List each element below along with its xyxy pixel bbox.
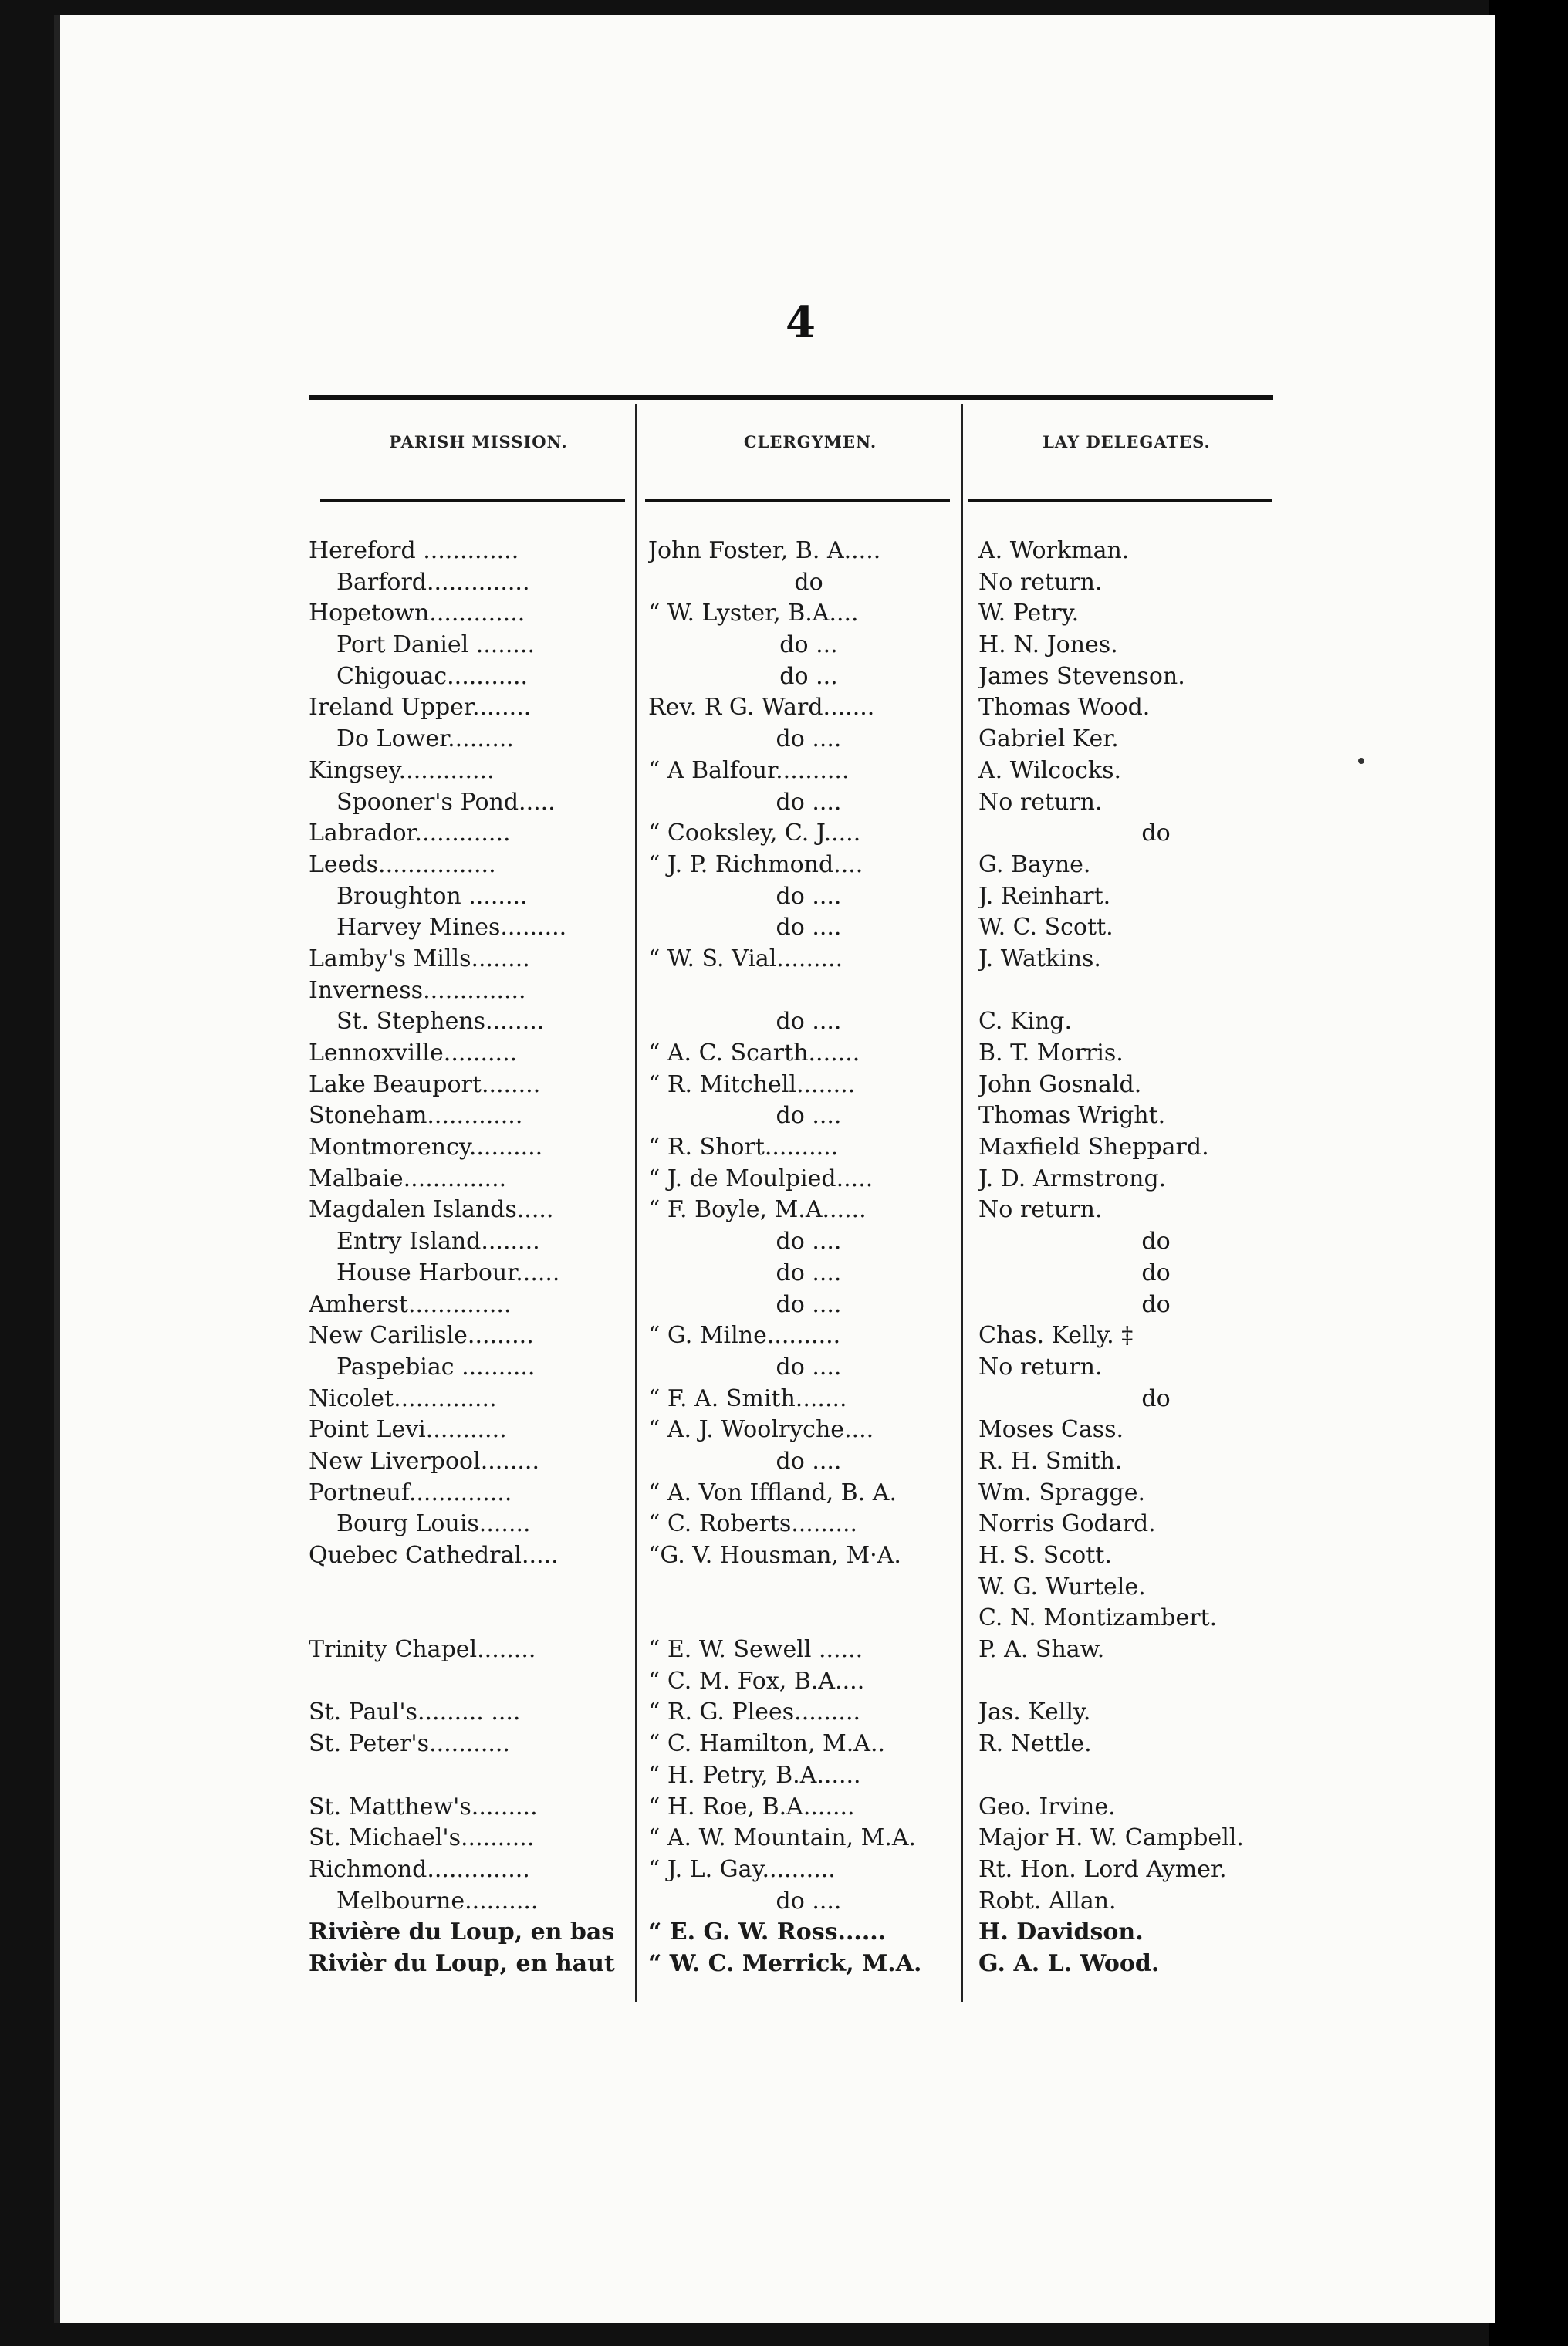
lay-cell: do [1141, 820, 1171, 847]
lay-cell: P. A. Shaw. [978, 1636, 1105, 1664]
parish-cell: St. Peter's........... [309, 1730, 510, 1758]
table-row [309, 1603, 1327, 1634]
clergy-cell: do .... [776, 1353, 842, 1381]
clergy-cell: “ E. G. W. Ross...... [648, 1918, 887, 1946]
table-row [309, 1540, 1327, 1572]
table-row [309, 1697, 1327, 1729]
lay-cell: Gabriel Ker. [978, 725, 1119, 753]
parish-cell: St. Paul's......... .... [309, 1699, 521, 1726]
lay-cell: B. T. Morris. [978, 1039, 1124, 1067]
table-row [309, 661, 1327, 693]
table-row [309, 1415, 1327, 1446]
clergy-cell: “ A. C. Scarth....... [648, 1039, 860, 1067]
lay-cell: do [1141, 1290, 1171, 1318]
lay-cell: C. N. Montizambert. [978, 1604, 1218, 1632]
parish-cell: Montmorency.......... [309, 1134, 543, 1161]
table-row [309, 756, 1327, 787]
clergy-cell: “ H. Roe, B.A....... [648, 1793, 855, 1820]
lay-cell: do [1141, 1259, 1171, 1286]
table-row [309, 1949, 1327, 1980]
lay-cell: do [1141, 1228, 1171, 1256]
table-row [309, 536, 1327, 567]
parish-cell: Lake Beauport........ [309, 1070, 541, 1098]
clergy-cell: “ A. Von Iffland, B. A. [648, 1479, 897, 1506]
lay-cell: Robt. Allan. [978, 1887, 1117, 1915]
lay-cell: No return. [978, 1196, 1103, 1224]
clergy-cell: “ C. Roberts......... [648, 1510, 858, 1538]
lay-cell: No return. [978, 788, 1103, 816]
lay-cell: J. D. Armstrong. [978, 1165, 1167, 1192]
parish-cell: New Liverpool........ [309, 1447, 539, 1475]
table-row [309, 1917, 1327, 1949]
clergy-cell: John Foster, B. A..... [648, 537, 881, 564]
clergy-cell: do .... [776, 882, 842, 910]
table-row [309, 787, 1327, 819]
lay-cell: H. N. Jones. [978, 631, 1118, 659]
lay-cell: A. Wilcocks. [978, 756, 1122, 784]
clergy-cell: do .... [776, 1259, 842, 1286]
parish-cell: Hopetown............. [309, 600, 525, 627]
table-row [309, 1258, 1327, 1290]
table-row [309, 912, 1327, 944]
parish-cell: Bourg Louis....... [336, 1510, 531, 1538]
table-row [309, 818, 1327, 850]
parish-cell: House Harbour...... [336, 1259, 560, 1286]
table-row [309, 1634, 1327, 1666]
clergy-cell: do .... [776, 1102, 842, 1130]
clergy-cell: do [794, 568, 823, 596]
page-number: 4 [786, 297, 816, 348]
header-clergymen: CLERGYMEN. [743, 432, 877, 451]
clergy-cell: “ G. Milne.......... [648, 1322, 841, 1350]
parish-cell: Nicolet.............. [309, 1384, 497, 1412]
parish-cell: Rivière du Loup, en bas [309, 1918, 615, 1946]
parish-cell: Quebec Cathedral..... [309, 1542, 559, 1569]
clergy-cell: do .... [776, 725, 842, 753]
clergy-cell: do .... [776, 914, 842, 941]
table-row [309, 1320, 1327, 1352]
clergy-cell: “ F. A. Smith....... [648, 1384, 847, 1412]
parish-cell: Ireland Upper........ [309, 694, 532, 722]
parish-cell: Hereford ............. [309, 537, 519, 564]
lay-cell: James Stevenson. [978, 662, 1185, 690]
lay-cell: Moses Cass. [978, 1416, 1124, 1444]
top-rule [309, 395, 1273, 400]
table-row [309, 1666, 1327, 1698]
parish-cell: Do Lower......... [336, 725, 514, 753]
parish-cell: Spooner's Pond..... [336, 788, 556, 816]
clergy-cell: “ F. Boyle, M.A...... [648, 1196, 867, 1224]
table-row [309, 1352, 1327, 1384]
table-row [309, 1384, 1327, 1415]
lay-cell: Chas. Kelly. ‡ [978, 1322, 1134, 1350]
lay-cell: W. Petry. [978, 600, 1080, 627]
parish-cell: Leeds................ [309, 850, 496, 878]
lay-cell: Norris Godard. [978, 1510, 1156, 1538]
table-row [309, 1070, 1327, 1101]
parish-cell: Stoneham............. [309, 1102, 523, 1130]
parish-cell: Magdalen Islands..... [309, 1196, 554, 1224]
clergy-cell: “ Cooksley, C. J..... [648, 820, 861, 847]
lay-cell: Jas. Kelly. [978, 1699, 1091, 1726]
clergy-cell: “ W. S. Vial......... [648, 945, 843, 972]
parish-cell: Broughton ........ [336, 882, 528, 910]
table-row [309, 1164, 1327, 1195]
header-lay-delegates: LAY DELEGATES. [1043, 432, 1211, 451]
table-row [309, 724, 1327, 756]
parish-cell: Lamby's Mills........ [309, 945, 530, 972]
header-underline-clergy [645, 499, 950, 502]
parish-cell: Barford.............. [336, 568, 530, 596]
parish-cell: New Carilisle......... [309, 1322, 534, 1350]
clergy-cell: “ E. W. Sewell ...... [648, 1636, 863, 1664]
lay-cell: John Gosnald. [978, 1070, 1142, 1098]
lay-cell: G. A. L. Wood. [978, 1949, 1160, 1977]
parish-cell: St. Michael's.......... [309, 1824, 535, 1852]
table-row [309, 1290, 1327, 1321]
lay-cell: J. Reinhart. [978, 882, 1111, 910]
clergy-cell: “ C. Hamilton, M.A.. [648, 1730, 886, 1758]
table-row [309, 1760, 1327, 1792]
clergy-cell: do .... [776, 1447, 842, 1475]
table-row [309, 1038, 1327, 1070]
table-row [309, 975, 1327, 1007]
lay-cell: H. S. Scott. [978, 1542, 1112, 1569]
header-parish-mission: PARISH MISSION. [389, 432, 568, 451]
table-row [309, 567, 1327, 599]
clergy-cell: Rev. R G. Ward....... [648, 694, 875, 722]
table-row [309, 944, 1327, 975]
parish-cell: Rivièr du Loup, en haut [309, 1949, 615, 1977]
lay-cell: No return. [978, 568, 1103, 596]
lay-cell: G. Bayne. [978, 850, 1091, 878]
table-row [309, 881, 1327, 913]
parish-cell: Portneuf.............. [309, 1479, 512, 1506]
clergy-cell: “ J. de Moulpied..... [648, 1165, 874, 1192]
clergy-cell: “ J. L. Gay.......... [648, 1855, 836, 1883]
table-row [309, 598, 1327, 630]
parish-cell: Lennoxville.......... [309, 1039, 518, 1067]
clergy-cell: do .... [776, 1228, 842, 1256]
table-row [309, 1226, 1327, 1258]
parish-cell: Entry Island........ [336, 1228, 540, 1256]
header-underline-lay [968, 499, 1272, 502]
lay-cell: Rt. Hon. Lord Aymer. [978, 1855, 1227, 1883]
table-row [309, 1854, 1327, 1886]
table-row [309, 850, 1327, 881]
lay-cell: Thomas Wright. [978, 1102, 1166, 1130]
clergy-cell: “ W. C. Merrick, M.A. [648, 1949, 922, 1977]
parish-cell: Point Levi........... [309, 1416, 507, 1444]
clergy-cell: “ A. J. Woolryche.... [648, 1416, 874, 1444]
table-row [309, 1132, 1327, 1164]
lay-cell: do [1141, 1384, 1171, 1412]
parish-cell: Amherst.............. [309, 1290, 512, 1318]
parish-cell: Trinity Chapel........ [309, 1636, 536, 1664]
lay-cell: Geo. Irvine. [978, 1793, 1116, 1820]
table-row [309, 1478, 1327, 1509]
parish-cell: Labrador............. [309, 820, 511, 847]
parish-cell: Port Daniel ........ [336, 631, 535, 659]
table-row [309, 630, 1327, 661]
lay-cell: Thomas Wood. [978, 694, 1151, 722]
lay-cell: R. H. Smith. [978, 1447, 1123, 1475]
margin-dot [1358, 758, 1364, 764]
table-row [309, 1792, 1327, 1824]
clergy-cell: “ J. P. Richmond.... [648, 850, 863, 878]
clergy-cell: “G. V. Housman, M·A. [648, 1542, 901, 1569]
lay-cell: No return. [978, 1353, 1103, 1381]
parish-cell: Chigouac........... [336, 662, 529, 690]
lay-cell: H. Davidson. [978, 1918, 1144, 1946]
table-row [309, 692, 1327, 724]
clergy-cell: “ W. Lyster, B.A.... [648, 600, 859, 627]
clergy-cell: “ A. W. Mountain, M.A. [648, 1824, 917, 1852]
clergy-cell: do ... [779, 662, 838, 690]
table-row [309, 1729, 1327, 1760]
lay-cell: Maxfield Sheppard. [978, 1134, 1209, 1161]
parish-cell: Harvey Mines......... [336, 914, 567, 941]
lay-cell: C. King. [978, 1008, 1073, 1036]
clergy-cell: do .... [776, 788, 842, 816]
clergy-cell: “ A Balfour.......... [648, 756, 850, 784]
delegates-table [309, 536, 1327, 1980]
clergy-cell: “ R. G. Plees......... [648, 1699, 861, 1726]
parish-cell: Inverness.............. [309, 976, 526, 1004]
lay-cell: W. G. Wurtele. [978, 1573, 1146, 1601]
table-row [309, 1446, 1327, 1478]
clergy-cell: do .... [776, 1887, 842, 1915]
clergy-cell: do .... [776, 1008, 842, 1036]
parish-cell: Malbaie.............. [309, 1165, 507, 1192]
lay-cell: Major H. W. Campbell. [978, 1824, 1244, 1852]
parish-cell: Paspebiac .......... [336, 1353, 536, 1381]
lay-cell: R. Nettle. [978, 1730, 1092, 1758]
table-row [309, 1823, 1327, 1854]
header-underline-parish [320, 499, 625, 502]
clergy-cell: do .... [776, 1290, 842, 1318]
clergy-cell: “ R. Short.......... [648, 1134, 839, 1161]
parish-cell: Richmond.............. [309, 1855, 530, 1883]
table-row [309, 1195, 1327, 1226]
lay-cell: A. Workman. [978, 537, 1130, 564]
clergy-cell: “ H. Petry, B.A...... [648, 1761, 861, 1789]
table-row [309, 1886, 1327, 1918]
parish-cell: Melbourne.......... [336, 1887, 539, 1915]
scan-edge [1489, 0, 1568, 2346]
lay-cell: W. C. Scott. [978, 914, 1113, 941]
lay-cell: J. Watkins. [978, 945, 1101, 972]
table-row [309, 1572, 1327, 1604]
table-row [309, 1509, 1327, 1540]
parish-cell: St. Stephens........ [336, 1008, 545, 1036]
clergy-cell: “ C. M. Fox, B.A.... [648, 1667, 865, 1695]
parish-cell: St. Matthew's......... [309, 1793, 538, 1820]
clergy-cell: do ... [779, 631, 838, 659]
table-row [309, 1100, 1327, 1132]
lay-cell: Wm. Spragge. [978, 1479, 1146, 1506]
table-row [309, 1006, 1327, 1038]
parish-cell: Kingsey............. [309, 756, 495, 784]
clergy-cell: “ R. Mitchell........ [648, 1070, 856, 1098]
